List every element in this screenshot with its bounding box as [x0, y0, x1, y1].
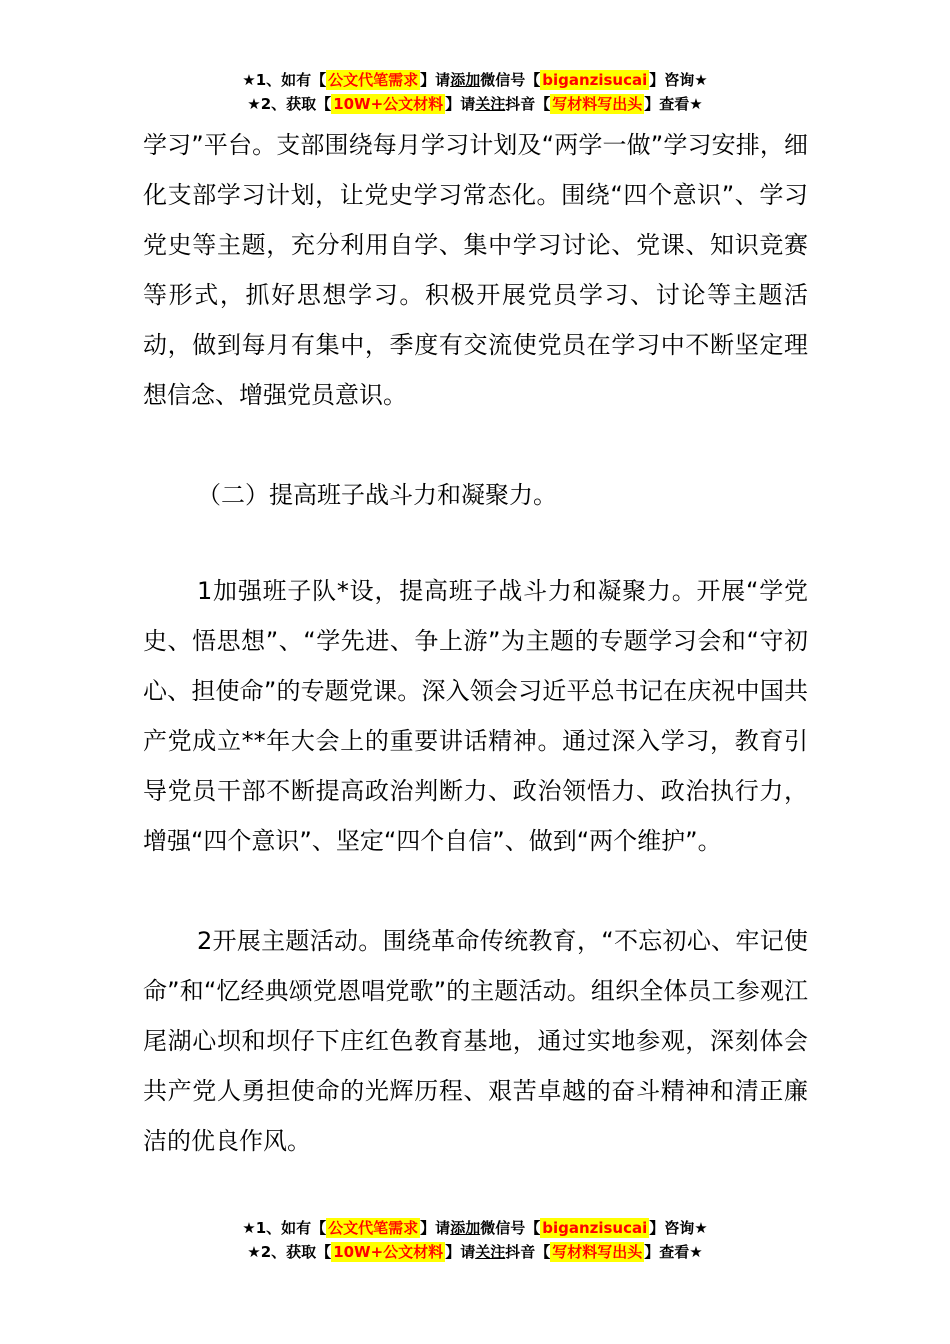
douyin-id-highlight: 写材料写出头	[552, 95, 643, 113]
wechat-id-highlight: biganzisucai	[542, 1219, 648, 1237]
banner-text: 】查看★	[644, 1243, 703, 1261]
banner-text: 】查看★	[644, 95, 703, 113]
banner-text: 】咨询★	[649, 71, 708, 89]
banner-line-1	[0, 68, 950, 92]
materials-highlight: 10W+公文材料	[333, 95, 444, 113]
body-paragraph: 1加强班子队*设，提高班子战斗力和凝聚力。开展“学党史、悟思想”、“学先进、争上游”为主题的专题学习会和“守初心、担使命”的专题党课。深入领会习近平总书记在庆祝中国共产党成立**年大会上的重要讲话精神。通过深入学习，教育引导党员干部不断提高政治判断力、政治领悟力、政治执行力，增强“四个意识”、坚定“四个自信”、做到“两个维护”。	[143, 577, 808, 855]
banner-emphasis: 添加	[450, 1219, 481, 1237]
body-paragraph: 2开展主题活动。围绕革命传统教育，“不忘初心、牢记使命”和“忆经典颂党恩唱党歌”的主题活动。组织全体员工参观江尾湖心坝和坝仔下庄红色教育基地，通过实地参观，深刻体会共产党人勇担使命的光辉历程、艰苦卓越的奋斗精神和清正廉洁的优良作风。	[143, 927, 808, 1155]
banner-text: 】请	[420, 71, 451, 89]
banner-text: 微信号【	[480, 71, 541, 89]
banner-text: ★2、获取【	[247, 95, 332, 113]
banner-text: 】请	[445, 95, 476, 113]
section-heading: （二）提高班子战斗力和凝聚力。	[197, 481, 557, 509]
banner-text: 微信号【	[480, 1219, 541, 1237]
wechat-id-highlight: biganzisucai	[542, 71, 648, 89]
body-paragraph: 学习”平台。支部围绕每月学习计划及“两学一做”学习安排，细化支部学习计划，让党史学习常态化。围绕“四个意识”、学习党史等主题，充分利用自学、集中学习讨论、党课、知识竞赛等形式，抓好思想学习。积极开展党员学习、讨论等主题活动，做到每月有集中，季度有交流使党员在学习中不断坚定理想信念、增强党员意识。	[143, 131, 808, 409]
header-banner	[0, 68, 950, 116]
materials-highlight: 10W+公文材料	[333, 1243, 444, 1261]
banner-text: ★1、如有【	[242, 71, 327, 89]
banner-text: 抖音【	[505, 1243, 551, 1261]
douyin-id-highlight: 写材料写出头	[552, 1243, 643, 1261]
banner-text: 】请	[420, 1219, 451, 1237]
banner-line-1	[0, 1216, 950, 1240]
footer-banner	[0, 1216, 950, 1264]
banner-emphasis: 关注	[475, 1243, 506, 1261]
banner-text: 】咨询★	[649, 1219, 708, 1237]
banner-line-2	[0, 1240, 950, 1264]
banner-text: ★1、如有【	[242, 1219, 327, 1237]
banner-emphasis: 关注	[475, 95, 506, 113]
document-body	[143, 120, 808, 1166]
service-highlight: 公文代笔需求	[328, 71, 419, 89]
banner-text: 抖音【	[505, 95, 551, 113]
banner-emphasis: 添加	[450, 71, 481, 89]
banner-text: 】请	[445, 1243, 476, 1261]
banner-line-2	[0, 92, 950, 116]
banner-text: ★2、获取【	[247, 1243, 332, 1261]
service-highlight: 公文代笔需求	[328, 1219, 419, 1237]
